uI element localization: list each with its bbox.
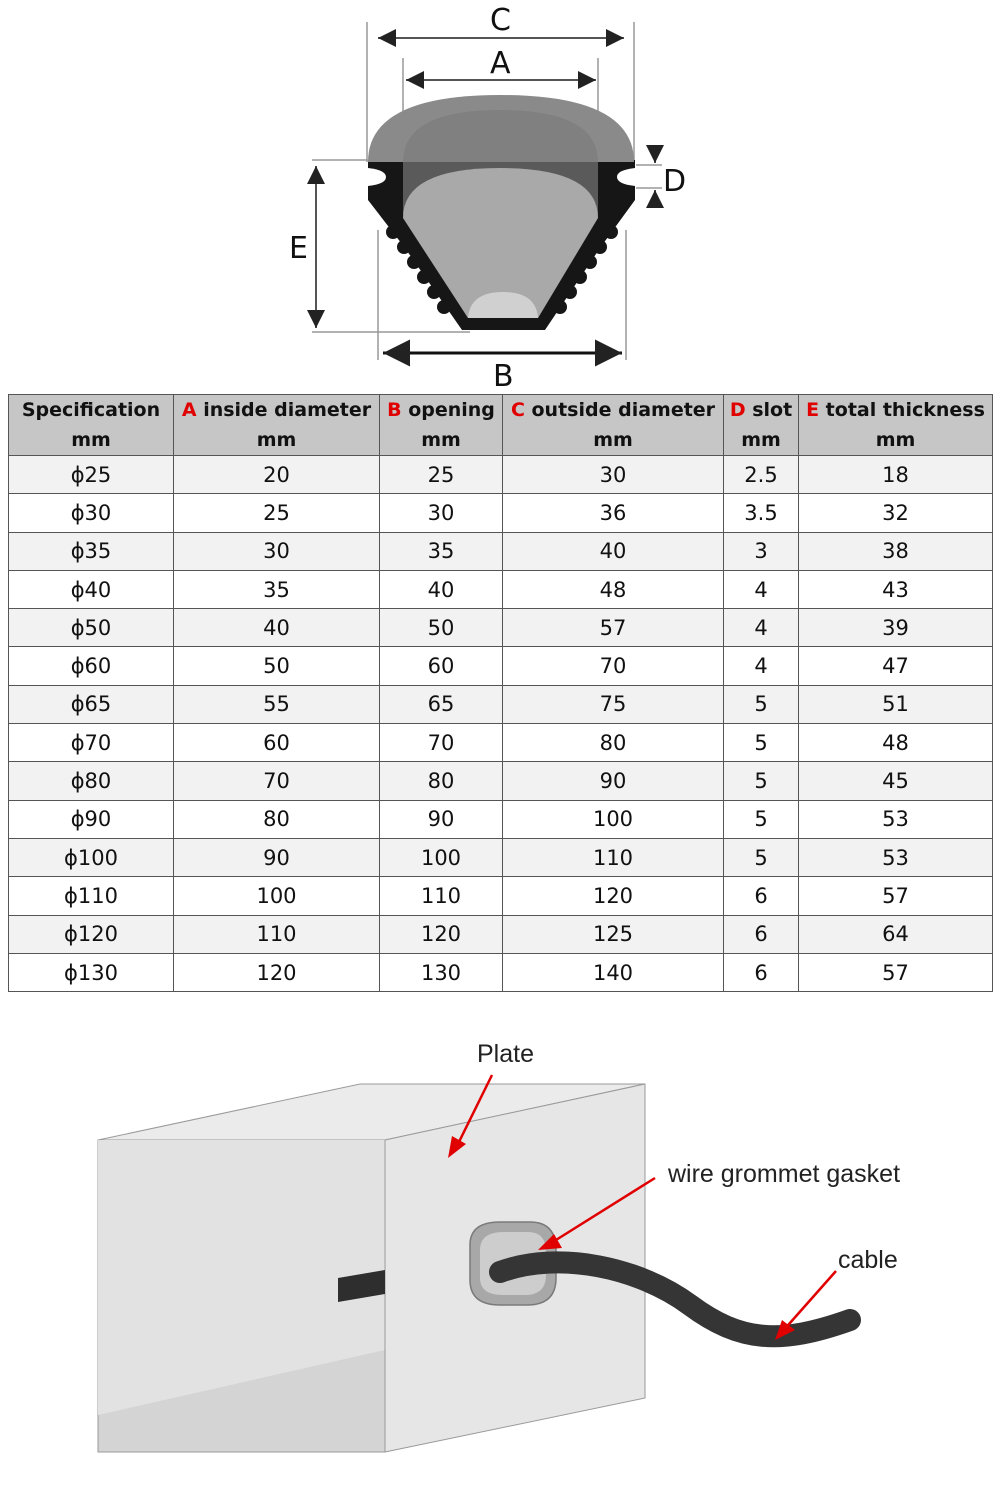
dimension-label-b: B xyxy=(493,359,514,394)
table-cell: 38 xyxy=(799,532,993,570)
specification-table xyxy=(8,394,993,992)
table-cell: 57 xyxy=(503,609,724,647)
table-cell: 30 xyxy=(174,532,380,570)
table-cell: 110 xyxy=(503,838,724,876)
table-cell: ϕ35 xyxy=(9,532,174,570)
table-body xyxy=(9,456,993,992)
table-cell: 80 xyxy=(380,762,503,800)
table-cell: 43 xyxy=(799,570,993,608)
table-cell: 6 xyxy=(724,915,799,953)
table-cell: 18 xyxy=(799,456,993,494)
table-cell: ϕ40 xyxy=(9,570,174,608)
table-cell: 25 xyxy=(174,494,380,532)
table-cell: 140 xyxy=(503,953,724,991)
dimension-label-e: E xyxy=(289,231,308,266)
table-cell: 100 xyxy=(503,800,724,838)
table-row xyxy=(9,953,993,991)
table-row xyxy=(9,647,993,685)
table-cell: 70 xyxy=(380,724,503,762)
table-cell: ϕ80 xyxy=(9,762,174,800)
callout-gasket: wire grommet gasket xyxy=(668,1160,901,1188)
table-row xyxy=(9,724,993,762)
header-total-thickness: E total thickness mm xyxy=(799,395,993,456)
table-cell: ϕ25 xyxy=(9,456,174,494)
table-cell: ϕ60 xyxy=(9,647,174,685)
table-cell: 100 xyxy=(174,877,380,915)
table-cell: 2.5 xyxy=(724,456,799,494)
table-row xyxy=(9,532,993,570)
table-cell: 64 xyxy=(799,915,993,953)
table-cell: 90 xyxy=(174,838,380,876)
table-cell: 48 xyxy=(799,724,993,762)
table-cell: 6 xyxy=(724,953,799,991)
table-cell: 53 xyxy=(799,800,993,838)
table-cell: 3 xyxy=(724,532,799,570)
callout-plate: Plate xyxy=(477,1040,534,1068)
table-cell: 60 xyxy=(174,724,380,762)
table-cell: 36 xyxy=(503,494,724,532)
table-cell: 125 xyxy=(503,915,724,953)
callout-cable: cable xyxy=(838,1246,898,1274)
table-cell: 110 xyxy=(380,877,503,915)
table-cell: ϕ90 xyxy=(9,800,174,838)
table-cell: 5 xyxy=(724,685,799,723)
table-cell: 30 xyxy=(503,456,724,494)
table-cell: 70 xyxy=(174,762,380,800)
table-cell: 40 xyxy=(503,532,724,570)
table-cell: 55 xyxy=(174,685,380,723)
table-cell: 32 xyxy=(799,494,993,532)
table-row xyxy=(9,685,993,723)
table-cell: 48 xyxy=(503,570,724,608)
table-cell: 50 xyxy=(380,609,503,647)
table-header-row xyxy=(9,395,993,456)
table-cell: 53 xyxy=(799,838,993,876)
table-row xyxy=(9,494,993,532)
table-cell: 4 xyxy=(724,570,799,608)
table-cell: 35 xyxy=(174,570,380,608)
table-cell: 80 xyxy=(503,724,724,762)
table-cell: 65 xyxy=(380,685,503,723)
table-cell: 5 xyxy=(724,724,799,762)
table-cell: 100 xyxy=(380,838,503,876)
installation-illustration xyxy=(0,1020,1000,1490)
header-inside-diameter: A inside diameter mm xyxy=(174,395,380,456)
table-cell: ϕ100 xyxy=(9,838,174,876)
table-cell: 3.5 xyxy=(724,494,799,532)
dimension-label-a: A xyxy=(490,46,511,81)
table-cell: 5 xyxy=(724,838,799,876)
table-row xyxy=(9,800,993,838)
table-row xyxy=(9,570,993,608)
table-cell: 47 xyxy=(799,647,993,685)
dimension-label-c: C xyxy=(490,3,511,38)
table-row xyxy=(9,877,993,915)
table-cell: 40 xyxy=(380,570,503,608)
table-cell: 5 xyxy=(724,800,799,838)
table-cell: 120 xyxy=(174,953,380,991)
table-cell: 120 xyxy=(503,877,724,915)
table-cell: ϕ130 xyxy=(9,953,174,991)
table-cell: 110 xyxy=(174,915,380,953)
table-row xyxy=(9,915,993,953)
table-cell: 50 xyxy=(174,647,380,685)
table-cell: 75 xyxy=(503,685,724,723)
table-cell: 39 xyxy=(799,609,993,647)
table-cell: 35 xyxy=(380,532,503,570)
header-specification: Specification mm xyxy=(9,395,174,456)
table-row xyxy=(9,762,993,800)
table-cell: 25 xyxy=(380,456,503,494)
table-cell: ϕ110 xyxy=(9,877,174,915)
table-cell: ϕ30 xyxy=(9,494,174,532)
table-row xyxy=(9,456,993,494)
table-cell: 60 xyxy=(380,647,503,685)
table-cell: ϕ50 xyxy=(9,609,174,647)
table-cell: 57 xyxy=(799,953,993,991)
table-cell: 4 xyxy=(724,609,799,647)
table-cell: ϕ65 xyxy=(9,685,174,723)
table-cell: 90 xyxy=(503,762,724,800)
table-cell: 70 xyxy=(503,647,724,685)
table-cell: 30 xyxy=(380,494,503,532)
header-slot: D slot mm xyxy=(724,395,799,456)
table-cell: 51 xyxy=(799,685,993,723)
table-row xyxy=(9,609,993,647)
table-cell: ϕ70 xyxy=(9,724,174,762)
table-cell: 5 xyxy=(724,762,799,800)
table-cell: 45 xyxy=(799,762,993,800)
table-cell: 57 xyxy=(799,877,993,915)
table-cell: 4 xyxy=(724,647,799,685)
dimension-label-d: D xyxy=(663,164,687,199)
header-opening: B opening mm xyxy=(380,395,503,456)
table-cell: 120 xyxy=(380,915,503,953)
grommet-dimension-diagram xyxy=(0,0,1000,395)
header-outside-diameter: C outside diameter mm xyxy=(503,395,724,456)
table-cell: 20 xyxy=(174,456,380,494)
table-cell: 6 xyxy=(724,877,799,915)
table-cell: 80 xyxy=(174,800,380,838)
table-cell: ϕ120 xyxy=(9,915,174,953)
table-cell: 40 xyxy=(174,609,380,647)
table-row xyxy=(9,838,993,876)
table-cell: 90 xyxy=(380,800,503,838)
table-cell: 130 xyxy=(380,953,503,991)
